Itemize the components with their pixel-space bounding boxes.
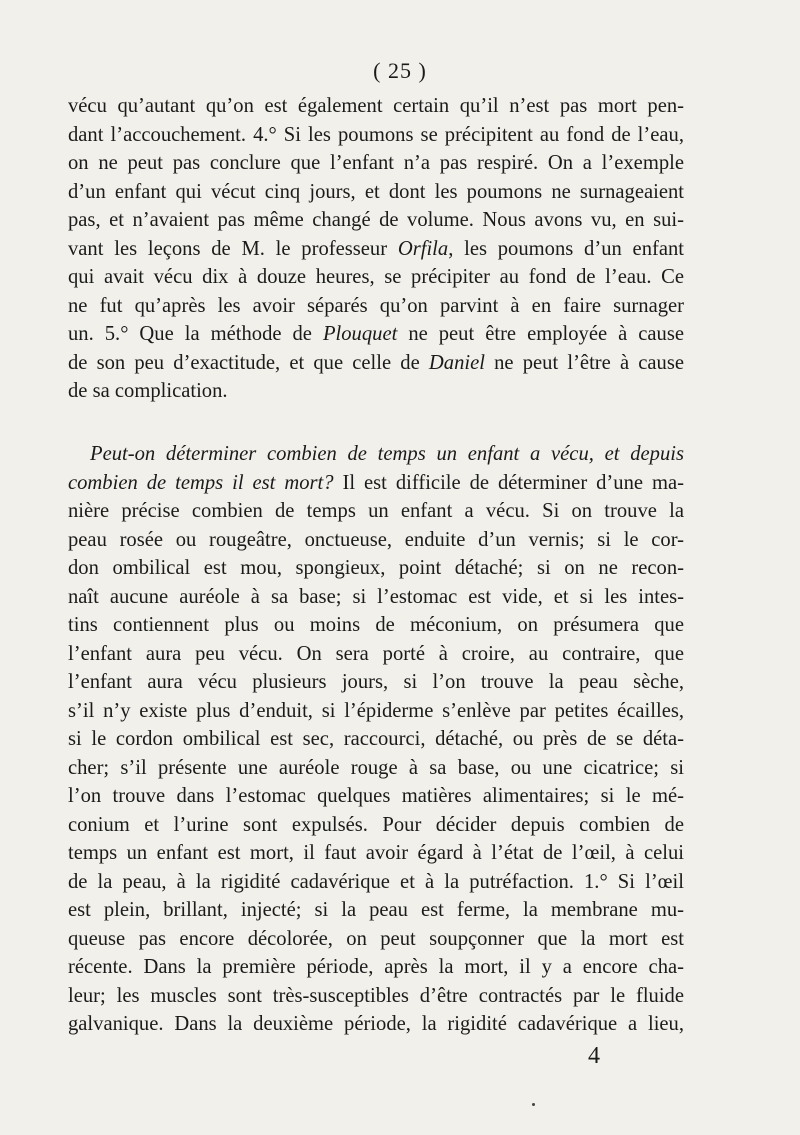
text-line: combien de temps il est mort? Il est difficile de déterminer d’une ma- <box>68 471 684 494</box>
text-line <box>68 440 684 469</box>
text-line: don ombilical est mou, spongieux, point détaché; si on ne recon- <box>68 557 684 579</box>
page-number: ( 25 ) <box>373 58 427 83</box>
text-line: peau rosée ou rougeâtre, onctueuse, enduite d’un vernis; si le cor- <box>68 528 684 551</box>
text-line: l’enfant aura peu vécu. On sera porté à croire, au contraire, que <box>68 642 684 665</box>
text-line: qui avait vécu dix à douze heures, se précipiter au fond de l’eau. Ce <box>68 266 684 288</box>
text-line: l’on trouve dans l’estomac quelques matières alimentaires; si le mé- <box>68 785 684 807</box>
text-line: tins contiennent plus ou moins de méconium, on présumera que <box>68 614 684 636</box>
text-line: pas, et n’avaient pas même changé de volume. Nous avons vu, en sui- <box>68 209 684 231</box>
text-line: on ne peut pas conclure que l’enfant n’a pas respiré. On a l’exemple <box>68 152 684 174</box>
text-line: dant l’accouchement. 4.° Si les poumons se précipitent au fond de l’eau, <box>68 123 684 146</box>
text-line: de son peu d’exactitude, et que celle de Daniel ne peut l’être à cause <box>68 351 684 374</box>
text-line: de la peau, à la rigidité cadavérique et à la putréfaction. 1.° Si l’œil <box>68 870 684 893</box>
italic-name: Orfila <box>397 237 449 260</box>
text-line: leur; les muscles sont très-susceptibles d’être contractés par le fluide <box>68 984 684 1007</box>
signature-mark: 4 <box>588 1043 600 1069</box>
italic-question: Peut-on déterminer combien de temps un enfant a vécu, et depuis <box>90 443 684 465</box>
italic-name: Plouquet <box>322 323 398 345</box>
text-line: vant les leçons de M. le professeur Orfila, les poumons d’un enfant <box>68 237 685 260</box>
paragraph-2 <box>68 440 684 1039</box>
text-line: conium et l’urine sont expulsés. Pour décider depuis combien de <box>68 813 684 836</box>
text-line: de sa complication. <box>68 380 228 402</box>
text-line: cher; s’il présente une auréole rouge à sa base, ou une cicatrice; si <box>68 756 684 779</box>
text-line: queuse pas encore décolorée, on peut soupçonner que la mort est <box>68 927 684 950</box>
text-line: l’enfant aura vécu plusieurs jours, si l’on trouve la peau sèche, <box>68 671 684 693</box>
italic-question: combien de temps il est mort? <box>68 471 334 494</box>
text-line: ne fut qu’après les avoir séparés qu’on parvint à en faire surnager <box>68 294 684 317</box>
text-line: est plein, brillant, injecté; si la peau est ferme, la membrane mu- <box>68 899 684 921</box>
ink-dot <box>532 1103 535 1106</box>
text-line: naît aucune auréole à sa base; si l’estomac est vide, et si les intes- <box>68 585 684 608</box>
text-line: d’un enfant qui vécut cinq jours, et dont les poumons ne surnageaient <box>68 180 684 203</box>
text-line: si le cordon ombilical est sec, raccourci, détaché, ou près de se déta- <box>68 728 684 750</box>
text-line: galvanique. Dans la deuxième période, la rigidité cadavérique a lieu, <box>68 1013 684 1035</box>
text-line: un. 5.° Que la méthode de Plouquet ne peut être employée à cause <box>68 323 684 345</box>
italic-name: Daniel <box>428 351 485 374</box>
text-line: récente. Dans la première période, après la mort, il y a encore cha- <box>68 956 684 978</box>
text-line: temps un enfant est mort, il faut avoir égard à l’état de l’œil, à celui <box>68 842 684 864</box>
text-line: vécu qu’autant qu’on est également certain qu’il n’est pas mort pen- <box>68 95 684 117</box>
paragraph-1 <box>68 92 684 406</box>
text-line: nière précise combien de temps un enfant a vécu. Si on trouve la <box>68 500 684 522</box>
text-line: s’il n’y existe plus d’enduit, si l’épiderme s’enlève par petites écailles, <box>68 699 684 722</box>
